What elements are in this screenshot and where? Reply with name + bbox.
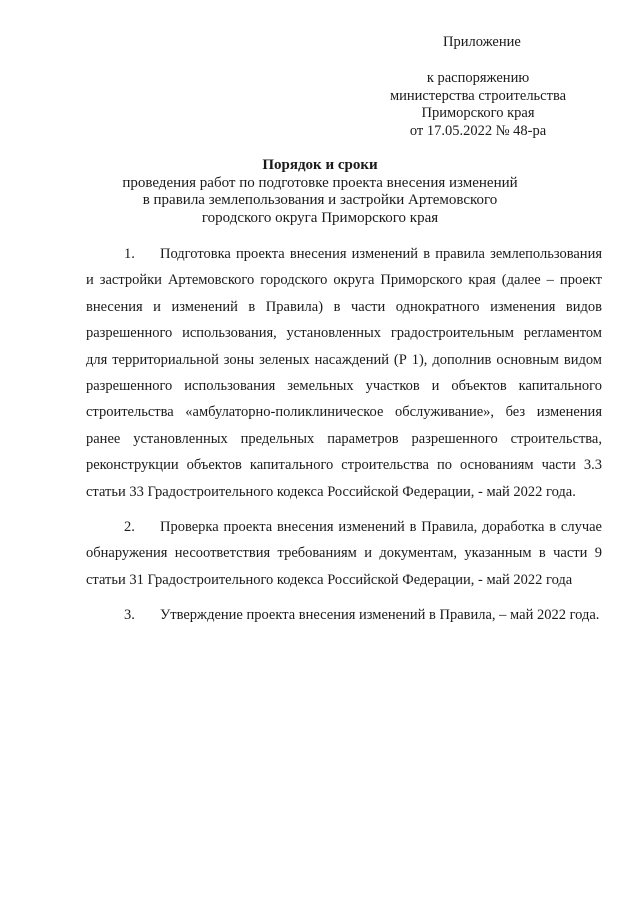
- annex-date-number: от 17.05.2022 № 48-ра: [409, 122, 547, 139]
- item-number: 1.: [124, 246, 135, 262]
- item-number: 3.: [124, 607, 135, 624]
- document-body: [86, 241, 602, 638]
- heading-subtitle-line: в правила землепользования и застройки Артемовского: [142, 192, 498, 208]
- item-text: Проверка проекта внесения изменений в Правила, доработка в случае обнаружения несоответствия требованиям и документам, указанным в части 9 статьи 31 Градостроительного кодекса Российской Федерации, - май 2022 года: [86, 519, 602, 588]
- heading-title: Порядок и сроки: [262, 157, 378, 173]
- item-number: 2.: [124, 519, 135, 536]
- list-item: [86, 514, 602, 593]
- list-item: [86, 241, 602, 505]
- heading-subtitle-line: городского округа Приморского края: [201, 209, 439, 226]
- annex-line: министерства строительства: [389, 87, 567, 104]
- annex-line: Приморского края: [421, 105, 535, 121]
- annex-reference: [358, 70, 598, 140]
- document-heading: [0, 157, 640, 227]
- item-text: Утверждение проекта внесения изменений в Правила, – май 2022 года.: [160, 607, 600, 624]
- item-text: Подготовка проекта внесения изменений в правила землепользования и застройки Артемовского городского округа Приморского края (далее – проект внесения и изменений в Правила) в части однократного изменения видов разрешенного использования, установленных градостроительным регламентом для территориальной зоны зеленых насаждений (Р 1), дополнив основным видом разрешенного использования земельных участков и объектов капитального строительства «амбулаторно-поликлиническое обслуживание», без изменения ранее установленных предельных параметров разрешенного строительства, реконструкции объектов капитального строительства по основаниям части 3.3 статьи 33 Градостроительного кодекса Российской Федерации, - май 2022 года.: [86, 246, 602, 500]
- annex-title: Приложение: [443, 34, 521, 50]
- annex-line: к распоряжению: [426, 70, 530, 86]
- list-item: [86, 602, 602, 628]
- heading-subtitle-line: проведения работ по подготовке проекта внесения изменений: [122, 174, 518, 191]
